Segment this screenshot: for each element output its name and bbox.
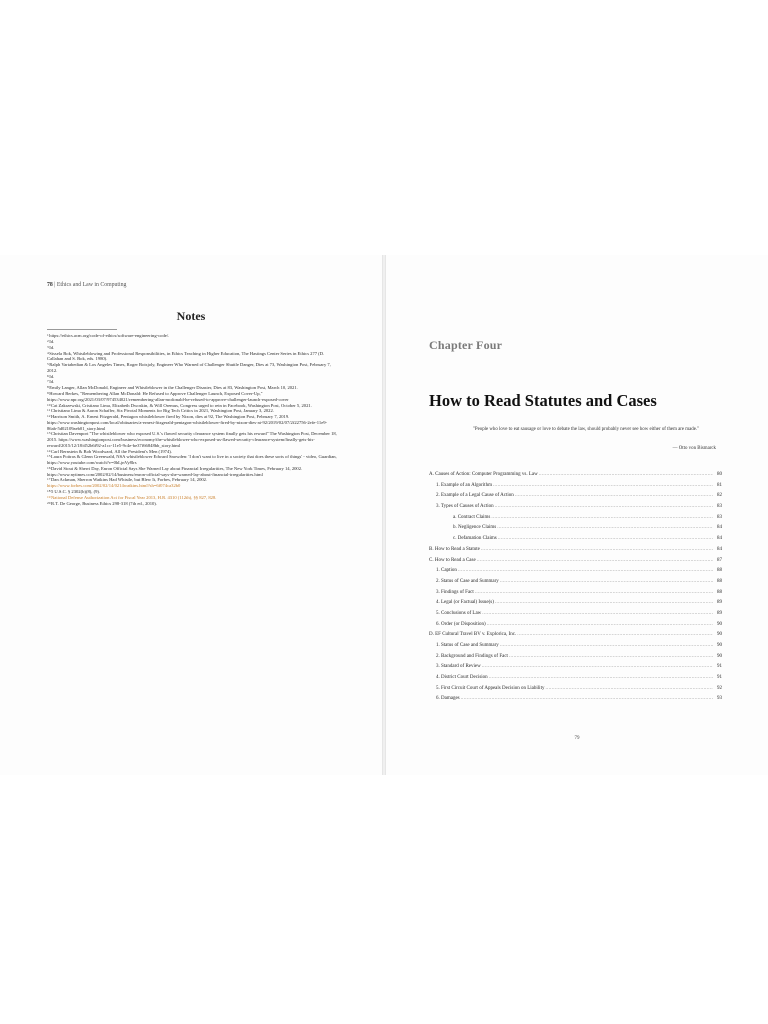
endnote-text: National Defense Authorization Act for Fiscal Year 2013, H.R. 4310 (112th), §§ 827, 828.	[50, 494, 217, 500]
toc-entry[interactable]	[429, 493, 722, 504]
endnote-text: Carl Bernstein & Bob Woodward, All the President's Men (1974).	[50, 448, 172, 454]
toc-entry-label: 6. Order (or Disposition)	[436, 621, 486, 627]
endnote	[47, 431, 337, 448]
toc-leader-dots	[491, 515, 713, 520]
chapter-title: How to Read Statutes and Cases	[429, 391, 657, 410]
endnote-text: 5 U.S.C. § 2302(b)(8), (9).	[50, 489, 101, 495]
toc-entry-label: A. Causes of Action: Computer Programming vs. Law	[429, 472, 538, 477]
toc-entry-page: 91	[717, 664, 722, 670]
toc-leader-dots	[461, 696, 713, 701]
toc-entry-label: B. How to Read a Statute	[429, 546, 480, 552]
toc-entry-page: 87	[717, 557, 722, 563]
toc-leader-dots	[498, 536, 713, 541]
toc-entry-label: 3. Standard of Review	[436, 664, 481, 670]
toc-entry[interactable]	[429, 590, 722, 601]
toc-leader-dots	[458, 568, 713, 573]
endnote-text: https://www.forbes.com/2002/02/14/0214watkins.html?sh=6f074ca32b0	[47, 483, 181, 489]
endnote-number: 10	[47, 402, 51, 407]
endnote-text: Emily Langer, Allan McDonald, Engineer and Whistleblower in the Challenger Disaster, Dies at 83, Washington Post, March 10, 2021.	[49, 385, 298, 391]
endnote-number: 4	[47, 350, 49, 355]
toc-entry-label: 5. Conclusions of Law	[436, 610, 482, 616]
toc-entry[interactable]	[429, 622, 722, 633]
toc-leader-dots	[481, 547, 713, 552]
toc-entry[interactable]	[429, 472, 722, 483]
toc-entry-label: 2. Example of a Legal Cause of Action	[436, 493, 514, 499]
endnote-number: 14	[47, 448, 51, 453]
endnote	[47, 391, 337, 403]
toc-leader-dots	[493, 483, 713, 488]
endnote-text: Howard Berkes, "Remembering Allan McDonald: He Refused to Approve Challenger Launch, Exposed Cover-Up," https://www.npr.org/2021/03/07/974534021/remembering-allan-mcdonald-he-refused-to-approve-challenger-launch-exposed-cover	[47, 391, 289, 402]
left-page	[0, 255, 382, 775]
toc-entry-page: 89	[717, 610, 722, 616]
toc-entry-label: 6. Damages	[436, 696, 460, 702]
toc-leader-dots	[515, 493, 713, 498]
page-number: 79	[574, 736, 580, 741]
epigraph: "People who love to eat sausage or love to debate the law, should probably never see how either of them are made."	[472, 427, 700, 432]
endnote-text: Christiano Lima & Aaron Schaffer, Six Pivotal Moments for Big Tech Critics in 2021, Washington Post, January 3, 2022.	[50, 408, 274, 414]
toc-entry-page: 90	[717, 653, 722, 659]
notes-title: Notes	[176, 309, 206, 323]
toc-entry[interactable]	[429, 568, 722, 579]
notes-divider	[47, 329, 117, 330]
toc-entry-label: c. Defamation Claims	[453, 536, 497, 542]
toc-entry[interactable]	[429, 515, 722, 526]
toc-entry-label: 2. Background and Findings of Fact	[436, 653, 508, 659]
toc-entry-label: b. Negligence Claims	[453, 525, 497, 531]
endnote-number: 1	[47, 333, 49, 337]
endnote-text: Cat Zakrzewski, Cristiano Lima, Elizabeth Dwoskin, & Will Oremus, Congress urged to rein in Facebook, Washington Post, October 5, 2021.	[50, 402, 312, 408]
endnote-number: 18	[47, 488, 51, 493]
toc-leader-dots	[482, 611, 713, 616]
book-spread	[0, 255, 768, 775]
endnote-number: 7	[47, 379, 49, 384]
toc-leader-dots	[539, 472, 713, 477]
endnote-number: 8	[47, 385, 49, 390]
toc-entry[interactable]	[429, 664, 722, 675]
toc-leader-dots	[500, 579, 713, 584]
toc-entry[interactable]	[429, 643, 722, 654]
toc-entry-page: 92	[717, 685, 722, 691]
endnote-text: R.T. De George, Business Ethics 298-318 (7th ed., 2010).	[50, 500, 157, 506]
toc-entry[interactable]	[429, 600, 722, 611]
toc-leader-dots	[487, 622, 713, 627]
toc-entry-label: 2. Status of Case and Summary	[436, 578, 499, 584]
endnote-text: Id.	[49, 344, 55, 350]
toc-leader-dots	[477, 558, 713, 563]
toc-entry-page: 88	[717, 589, 722, 595]
toc-entry[interactable]	[429, 536, 722, 547]
toc-leader-dots	[482, 664, 713, 669]
toc-entry-page: 90	[717, 643, 722, 648]
toc-entry-page: 90	[717, 632, 722, 638]
endnote-number: 17	[47, 477, 51, 482]
toc-entry-label: 4. District Court Decision	[436, 675, 488, 681]
toc-entry-page: 91	[717, 675, 722, 681]
toc-entry[interactable]	[429, 547, 722, 558]
toc-entry-page: 80	[717, 472, 722, 477]
endnote	[47, 454, 337, 466]
toc-entry-label: 3. Types of Causes of Action	[436, 504, 494, 510]
toc-entry-page: 88	[717, 568, 722, 574]
endnote-number: 6	[47, 373, 49, 378]
endnote	[47, 362, 337, 374]
endnote-number: 11	[47, 408, 51, 413]
running-head	[47, 282, 126, 288]
toc-entry-page: 83	[717, 504, 722, 510]
endnote-number: 2	[47, 338, 49, 343]
endnote-number: 12	[47, 414, 51, 419]
endnote-text: Christian Davenport "The whistleblower who exposed U.S.'s flawed security clearance system finally gets his reward" The Washington Post, December 18, 2015. https://www.washingtonpost.com/business/economy/the-whistleblower-who-exposed-us-flawed-security-clearance-system/finally-gets-his-reward/2015/12/18/d52b6f92-a1cc-11e5-9c4e-be37f66848bb_story.html	[47, 431, 337, 448]
toc-entry-page: 83	[717, 514, 722, 520]
toc-leader-dots	[489, 675, 713, 680]
toc-leader-dots	[517, 632, 713, 637]
toc-entry[interactable]	[429, 579, 722, 590]
toc-leader-dots	[475, 590, 713, 595]
toc-entry[interactable]	[429, 525, 722, 536]
toc-entry-page: 89	[717, 600, 722, 606]
chapter-label: Chapter Four	[429, 338, 503, 352]
endnote-text: Sissela Bok, Whistleblowing and Professional Responsibilities, in Ethics Teaching in Higher Education, The Hastings Center Series in Ethics 277 (D. Callahan and S. Bok, eds. 1980).	[47, 350, 325, 362]
endnote-number: 15	[47, 454, 51, 459]
endnote-text: David Stout & Sherri Day, Enron Official Says She Warned Lay about Financial Irregularities, The New York Times, February 14, 2002. https://www.nytimes.com/2002/02/14/business/enron-official-says-she-warned-lay-about-financial-irregularities.html	[47, 466, 303, 477]
endnote-number: 9	[47, 391, 49, 396]
endnote	[47, 414, 337, 431]
toc-entry-label: C. How to Read a Case	[429, 557, 476, 563]
endnote-text: https://ethics.acm.org/code-of-ethics/software-engineering-code/.	[49, 333, 170, 339]
toc-entry[interactable]	[429, 611, 722, 622]
toc-entry-label: 5. First Circuit Court of Appeals Decision on Liability	[436, 685, 545, 691]
toc-entry-label: 1. Caption	[436, 568, 457, 574]
endnote-number: 20	[47, 500, 51, 505]
toc-entry[interactable]	[429, 696, 722, 707]
endnote-text: Harrison Smith, A. Ernest Fitzgerald, Pentagon whistleblower fired by Nixon, dies at 92, The Washington Post, February 7, 2019. https://www.washingtonpost.com/local/obituaries/a-ernest-fitzgerald-pentagon-whistleblower-fired-by-nixon-dies-at-92/2019/02/07/2f22756-2efe-11e9-86ab-5d02109aeb01_story.html	[47, 414, 328, 431]
endnote-text: Id.	[49, 373, 55, 379]
toc-entry-label: 4. Legal (or Factual) Issue(s)	[436, 600, 494, 606]
endnote-number: 13	[47, 431, 51, 436]
toc-entry-page: 84	[717, 536, 722, 542]
toc-leader-dots	[497, 525, 713, 530]
endnote	[47, 501, 337, 507]
endnote-text: Laura Poitras & Glenn Greenwald, NSA whistleblower Edward Snowden: 'I don't want to live in a society that does these sorts of things' - video, Guardian, https://www.youtube.com/watch?v=0hLjnVy8lrs	[47, 454, 337, 466]
endnote	[47, 466, 337, 478]
toc-leader-dots	[500, 643, 713, 648]
running-head-text: | Ethics and Law in Computing	[52, 282, 127, 288]
toc-entry[interactable]	[429, 558, 722, 569]
endnote	[47, 351, 337, 363]
toc-entry-page: 84	[717, 525, 722, 531]
toc-entry-page: 88	[717, 578, 722, 584]
endnote-text: Ralph Vartabedian & Los Angeles Times, Roger Boisjoly, Engineer Who Warned of Challenger Shuttle Danger, Dies at 73, Washington Post, February 7, 2012.	[47, 362, 331, 373]
toc-entry[interactable]	[429, 504, 722, 515]
endnote-number: 19	[47, 494, 51, 499]
notes-list	[47, 333, 337, 506]
toc-entry-label: 1. Status of Case and Summary	[436, 643, 499, 648]
epigraph-attribution: — Otto von Bismarck	[672, 446, 716, 451]
toc-entry-page: 81	[717, 482, 722, 488]
toc-entry-label: 1. Example of an Algorithm	[436, 482, 492, 488]
toc-entry[interactable]	[429, 654, 722, 665]
toc-entry-page: 82	[717, 493, 722, 499]
toc-leader-dots	[495, 600, 713, 605]
toc-entry-label: 3. Findings of Fact	[436, 589, 474, 595]
running-head-page-number: 78	[47, 282, 53, 288]
toc-leader-dots	[509, 654, 713, 659]
endnote-number: 3	[47, 344, 49, 349]
endnote-text: Dan Ackman, Sherron Watkins Had Whistle, but Blew It, Forbes, February 14, 2002.	[50, 477, 208, 483]
toc-leader-dots	[545, 686, 713, 691]
toc-entry[interactable]	[429, 632, 722, 643]
toc-entry-page: 90	[717, 621, 722, 627]
toc-entry[interactable]	[429, 686, 722, 697]
endnote-number: 16	[47, 465, 51, 470]
toc-entry-label: a. Contract Claims	[453, 514, 491, 520]
endnote-text: Id.	[49, 339, 55, 345]
toc-leader-dots	[495, 504, 713, 509]
toc-entry-label: D. EF Cultural Travel BV v. Explorica, Inc.	[429, 632, 517, 638]
endnote-text: Id.	[49, 379, 55, 385]
toc-entry-page: 93	[717, 696, 722, 702]
right-page	[386, 255, 768, 775]
toc-entry[interactable]	[429, 675, 722, 686]
table-of-contents	[429, 472, 722, 707]
toc-entry-page: 84	[717, 546, 722, 552]
toc-entry[interactable]	[429, 483, 722, 494]
endnote-number: 5	[47, 362, 49, 367]
